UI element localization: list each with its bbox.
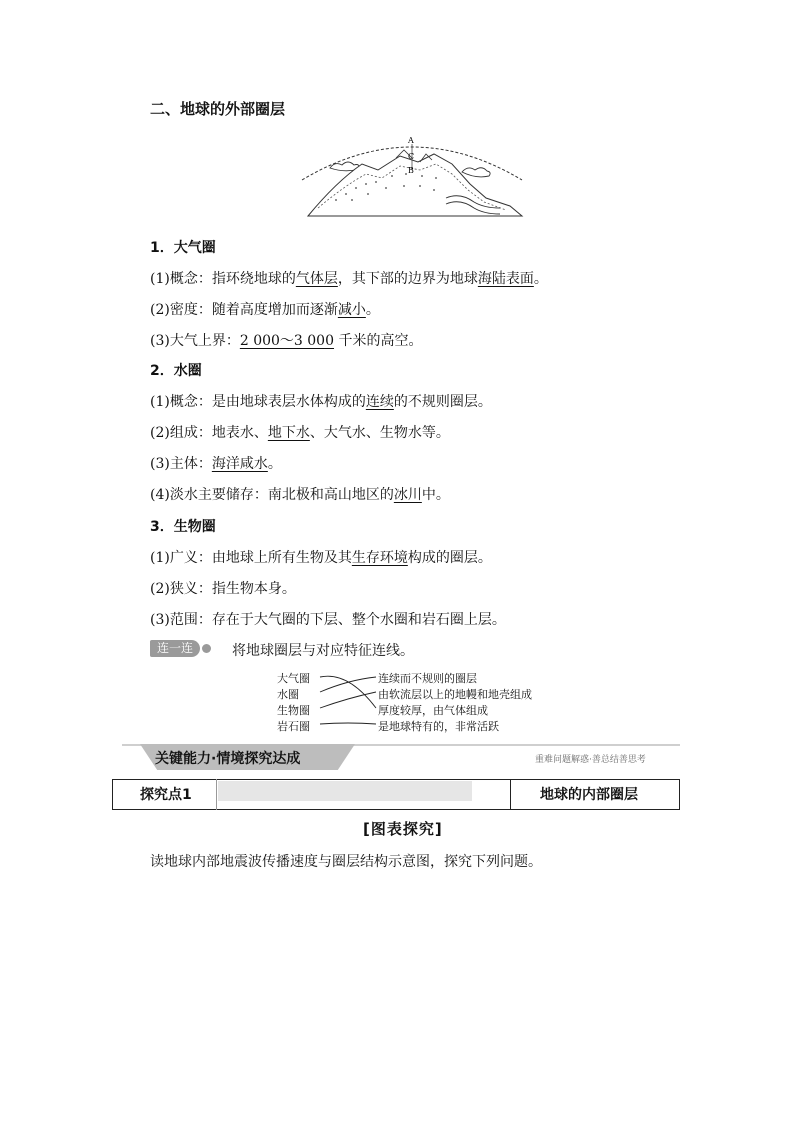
- connect-right-2: 由软流层以上的地幔和地壳组成: [378, 688, 532, 701]
- figure-label-a: A: [408, 136, 414, 145]
- connect-badge: 连一连: [150, 640, 200, 657]
- hydrosphere-item-4: (4)淡水主要储存：南北极和高山地区的冰川中。: [150, 487, 450, 503]
- table-gray-fill: [218, 781, 472, 801]
- atmosphere-heading: 1．大气圈: [150, 240, 216, 256]
- connect-lines: [318, 668, 378, 734]
- hydrosphere-heading: 2．水圈: [150, 363, 202, 379]
- atmosphere-item-2: (2)密度：随着高度增加而逐渐减小。: [150, 302, 380, 318]
- answer-continuous: 连续: [365, 394, 394, 410]
- connect-left-1: 大气圈: [277, 672, 310, 685]
- table-cell-topic: 地球的内部圈层: [540, 787, 638, 803]
- figure-heading: [图表探究]: [363, 820, 443, 838]
- answer-groundwater: 地下水: [267, 425, 310, 441]
- section-heading: 二、地球的外部圈层: [150, 100, 286, 118]
- biosphere-item-2: (2)狭义：指生物本身。: [150, 581, 296, 597]
- hydrosphere-item-2: (2)组成：地表水、地下水、大气水、生物水等。: [150, 425, 450, 441]
- prompt-text: 读地球内部地震波传播速度与圈层结构示意图，探究下列问题。: [150, 854, 542, 870]
- answer-decrease: 减小: [337, 302, 366, 318]
- connect-right-1: 连续而不规则的圈层: [378, 672, 477, 685]
- biosphere-item-3: (3)范围：存在于大气圈的下层、整个水圈和岩石圈上层。: [150, 612, 506, 628]
- answer-sea-land-surface: 海陆表面: [477, 271, 534, 287]
- answer-upper-limit: 2 000～3 000: [239, 333, 335, 349]
- connect-left-2: 水圈: [277, 688, 299, 701]
- atmosphere-item-3: (3)大气上界：2 000～3 000 千米的高空。: [150, 333, 423, 349]
- table-cell-point: 探究点1: [140, 787, 192, 803]
- connect-instruction: 将地球圈层与对应特征连线。: [232, 643, 414, 659]
- outer-spheres-figure: [296, 128, 528, 220]
- atmosphere-item-1: (1)概念：指环绕地球的气体层，其下部的边界为地球海陆表面。: [150, 271, 548, 287]
- biosphere-item-1: (1)广义：由地球上所有生物及其生存环境构成的圈层。: [150, 550, 492, 566]
- answer-glacier: 冰川: [393, 487, 422, 503]
- badge-dot-icon: [202, 644, 211, 653]
- biosphere-heading: 3．生物圈: [150, 519, 216, 535]
- hydrosphere-item-3: (3)主体：海洋咸水。: [150, 456, 282, 472]
- table-divider: [216, 779, 217, 810]
- figure-label-b: B: [408, 166, 414, 175]
- answer-seawater: 海洋咸水: [211, 456, 268, 472]
- answer-gas-layer: 气体层: [295, 271, 338, 287]
- figure-label-c: C: [408, 152, 415, 161]
- banner-title: 关键能力·情境探究达成: [155, 751, 301, 767]
- answer-living-environment: 生存环境: [351, 550, 408, 566]
- hydrosphere-item-1: (1)概念：是由地球表层水体构成的连续的不规则圈层。: [150, 394, 492, 410]
- connect-left-4: 岩石圈: [277, 720, 310, 733]
- connect-right-4: 是地球特有的，非常活跃: [378, 720, 499, 733]
- banner-subtitle: 重难问题解惑·善总结善思考: [535, 755, 646, 765]
- table-divider: [510, 779, 511, 810]
- connect-left-3: 生物圈: [277, 704, 310, 717]
- connect-right-3: 厚度较厚，由气体组成: [378, 704, 488, 717]
